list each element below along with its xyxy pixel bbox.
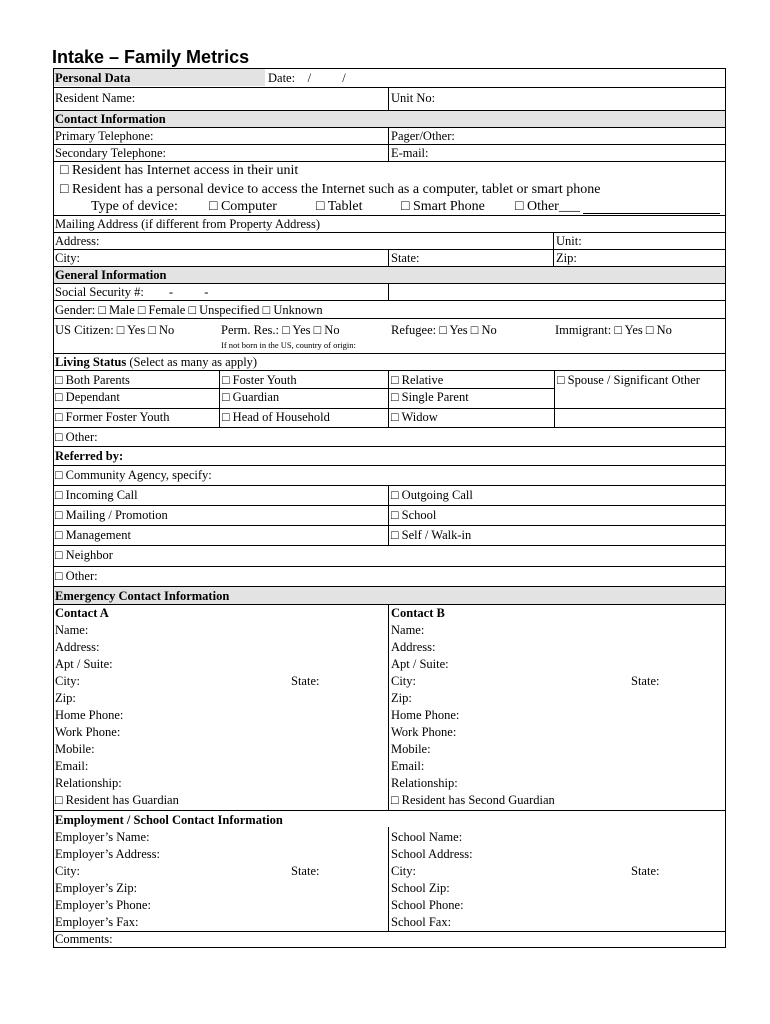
employment-school-header: Employment / School Contact Information: [55, 813, 283, 827]
neighbor-checkbox[interactable]: □ Neighbor: [55, 548, 113, 562]
mailing-zip-field[interactable]: Zip:: [556, 251, 577, 265]
contact-a-work-phone-field[interactable]: Work Phone:: [55, 725, 121, 739]
widow-checkbox[interactable]: □ Widow: [391, 410, 438, 424]
outgoing-call-checkbox[interactable]: □ Outgoing Call: [391, 488, 473, 502]
column-rule: [219, 370, 220, 427]
row-rule: [53, 144, 726, 145]
mailing-address-field[interactable]: Address:: [55, 234, 100, 248]
contact-b-apt-field[interactable]: Apt / Suite:: [391, 657, 449, 671]
employer-phone-field[interactable]: Employer’s Phone:: [55, 898, 151, 912]
row-rule: [53, 604, 726, 605]
living-other-checkbox[interactable]: □ Other:: [55, 430, 98, 444]
social-security-field[interactable]: Social Security #: - -: [55, 285, 209, 299]
employer-zip-field[interactable]: Employer’s Zip:: [55, 881, 138, 895]
row-rule: [53, 545, 726, 546]
column-rule: [388, 87, 389, 110]
comments-field[interactable]: Comments:: [55, 932, 113, 946]
resident-has-second-guardian-checkbox[interactable]: □ Resident has Second Guardian: [391, 793, 555, 807]
device-other-checkbox[interactable]: □ Other___: [515, 199, 580, 214]
living-status-header: [55, 355, 257, 370]
employer-fax-field[interactable]: Employer’s Fax:: [55, 915, 139, 929]
row-rule: [53, 810, 726, 811]
contact-b-mobile-field[interactable]: Mobile:: [391, 742, 431, 756]
personal-device-checkbox[interactable]: □ Resident has a personal device to access the Internet such as a computer, tablet or smart phone: [60, 182, 601, 197]
row-rule: [53, 566, 726, 567]
row-rule: [53, 127, 726, 128]
contact-a-mobile-field[interactable]: Mobile:: [55, 742, 95, 756]
column-rule: [388, 249, 389, 266]
employer-city-field[interactable]: City:: [55, 864, 81, 878]
column-rule: [388, 127, 389, 161]
row-rule: [53, 505, 726, 506]
general-information-header: General Information: [55, 268, 167, 282]
foster-youth-checkbox[interactable]: □ Foster Youth: [222, 373, 297, 387]
row-rule: [53, 353, 726, 354]
contact-a-zip-field[interactable]: Zip:: [55, 691, 76, 705]
row-rule: [53, 446, 726, 447]
personal-data-header: Personal Data: [55, 71, 131, 85]
school-fax-field[interactable]: School Fax:: [391, 915, 452, 929]
row-rule: [53, 525, 726, 526]
contact-a-relationship-field[interactable]: Relationship:: [55, 776, 122, 790]
row-rule: [53, 266, 726, 267]
row-rule: [53, 232, 726, 233]
contact-a-email-field[interactable]: Email:: [55, 759, 89, 773]
contact-b-state-field[interactable]: State:: [631, 674, 660, 688]
column-rule: [554, 370, 555, 427]
contact-b-address-field[interactable]: Address:: [391, 640, 436, 654]
school-phone-field[interactable]: School Phone:: [391, 898, 464, 912]
column-rule: [553, 232, 554, 266]
school-checkbox[interactable]: □ School: [391, 508, 437, 522]
employer-state-field[interactable]: State:: [291, 864, 320, 878]
row-rule: [53, 215, 726, 216]
mailing-state-field[interactable]: State:: [391, 251, 420, 265]
spouse-checkbox[interactable]: □ Spouse / Significant Other: [557, 373, 700, 387]
contact-a-apt-field[interactable]: Apt / Suite:: [55, 657, 113, 671]
row-rule: [53, 110, 726, 111]
contact-a-state-field[interactable]: State:: [291, 674, 320, 688]
country-of-origin-note: If not born in the US, country of origin:: [221, 340, 356, 350]
row-rule: [53, 408, 726, 409]
school-state-field[interactable]: State:: [631, 864, 660, 878]
resident-name-field[interactable]: Resident Name:: [55, 91, 136, 105]
contact-b-relationship-field[interactable]: Relationship:: [391, 776, 458, 790]
living-status-header-note: (Select as many as apply): [126, 355, 258, 369]
gender-options[interactable]: Gender: □ Male □ Female □ Unspecified □ Unknown: [55, 303, 323, 317]
date-field[interactable]: Date: / /: [268, 71, 346, 85]
row-rule: [53, 161, 726, 162]
contact-b-email-field[interactable]: Email:: [391, 759, 425, 773]
incoming-call-checkbox[interactable]: □ Incoming Call: [55, 488, 138, 502]
column-rule: [388, 827, 389, 931]
column-rule: [388, 604, 389, 810]
guardian-checkbox[interactable]: □ Guardian: [222, 390, 280, 404]
employer-address-field[interactable]: Employer’s Address:: [55, 847, 160, 861]
school-city-field[interactable]: City:: [391, 864, 417, 878]
row-rule: [53, 283, 726, 284]
device-type-label: Type of device:: [91, 199, 178, 214]
device-other-blank-line[interactable]: [583, 213, 720, 214]
management-checkbox[interactable]: □ Management: [55, 528, 131, 542]
contact-a-home-phone-field[interactable]: Home Phone:: [55, 708, 124, 722]
both-parents-checkbox[interactable]: □ Both Parents: [55, 373, 130, 387]
pager-other-field[interactable]: Pager/Other:: [391, 129, 455, 143]
device-tablet-checkbox[interactable]: □ Tablet: [316, 199, 363, 214]
perm-res-options[interactable]: Perm. Res.: □ Yes □ No: [221, 323, 340, 337]
column-rule: [388, 283, 389, 300]
contact-information-header: Contact Information: [55, 112, 166, 126]
referred-other-checkbox[interactable]: □ Other:: [55, 569, 98, 583]
contact-b-name-field[interactable]: Name:: [391, 623, 425, 637]
living-status-header-bold: Living Status: [55, 355, 127, 369]
immigrant-options[interactable]: Immigrant: □ Yes □ No: [555, 323, 672, 337]
contact-b-city-field[interactable]: City:: [391, 674, 417, 688]
row-rule: [53, 485, 726, 486]
referred-by-header: Referred by:: [55, 449, 124, 463]
head-of-household-checkbox[interactable]: □ Head of Household: [222, 410, 330, 424]
contact-a-header: Contact A: [55, 606, 109, 620]
column-rule: [388, 485, 389, 545]
row-rule: [53, 249, 726, 250]
contact-b-home-phone-field[interactable]: Home Phone:: [391, 708, 460, 722]
contact-b-zip-field[interactable]: Zip:: [391, 691, 412, 705]
row-rule: [53, 465, 726, 466]
device-computer-checkbox[interactable]: □ Computer: [209, 199, 277, 214]
emergency-contact-header: Emergency Contact Information: [55, 589, 230, 603]
single-parent-checkbox[interactable]: □ Single Parent: [391, 390, 469, 404]
contact-a-address-field[interactable]: Address:: [55, 640, 100, 654]
internet-access-checkbox[interactable]: □ Resident has Internet access in their unit: [60, 163, 299, 178]
employer-name-field[interactable]: Employer’s Name:: [55, 830, 150, 844]
mailing-unit-field[interactable]: Unit:: [556, 234, 582, 248]
contact-b-work-phone-field[interactable]: Work Phone:: [391, 725, 457, 739]
device-smart-phone-checkbox[interactable]: □ Smart Phone: [401, 199, 485, 214]
school-name-field[interactable]: School Name:: [391, 830, 463, 844]
row-rule: [53, 931, 726, 932]
form-title: Intake – Family Metrics: [52, 47, 250, 67]
contact-a-city-field[interactable]: City:: [55, 674, 81, 688]
unit-no-field[interactable]: Unit No:: [391, 91, 436, 105]
community-agency-checkbox[interactable]: □ Community Agency, specify:: [55, 468, 212, 482]
row-rule: [53, 300, 726, 301]
mailing-city-field[interactable]: City:: [55, 251, 81, 265]
row-rule: [53, 388, 555, 389]
contact-a-name-field[interactable]: Name:: [55, 623, 89, 637]
row-rule: [53, 318, 726, 319]
row-rule: [53, 87, 726, 88]
school-zip-field[interactable]: School Zip:: [391, 881, 450, 895]
mailing-promotion-checkbox[interactable]: □ Mailing / Promotion: [55, 508, 168, 522]
row-rule: [53, 370, 726, 371]
relative-checkbox[interactable]: □ Relative: [391, 373, 444, 387]
column-rule: [388, 370, 389, 427]
resident-has-guardian-checkbox[interactable]: □ Resident has Guardian: [55, 793, 179, 807]
mailing-address-header: Mailing Address (if different from Property Address): [55, 217, 320, 231]
row-rule: [53, 586, 726, 587]
email-field[interactable]: E-mail:: [391, 146, 429, 160]
refugee-options[interactable]: Refugee: □ Yes □ No: [391, 323, 497, 337]
dependant-checkbox[interactable]: □ Dependant: [55, 390, 120, 404]
primary-telephone-field[interactable]: Primary Telephone:: [55, 129, 154, 143]
contact-b-header: Contact B: [391, 606, 445, 620]
us-citizen-options[interactable]: US Citizen: □ Yes □ No: [55, 323, 175, 337]
row-rule: [53, 427, 726, 428]
former-foster-youth-checkbox[interactable]: □ Former Foster Youth: [55, 410, 170, 424]
school-address-field[interactable]: School Address:: [391, 847, 473, 861]
self-walk-in-checkbox[interactable]: □ Self / Walk-in: [391, 528, 472, 542]
secondary-telephone-field[interactable]: Secondary Telephone:: [55, 146, 167, 160]
